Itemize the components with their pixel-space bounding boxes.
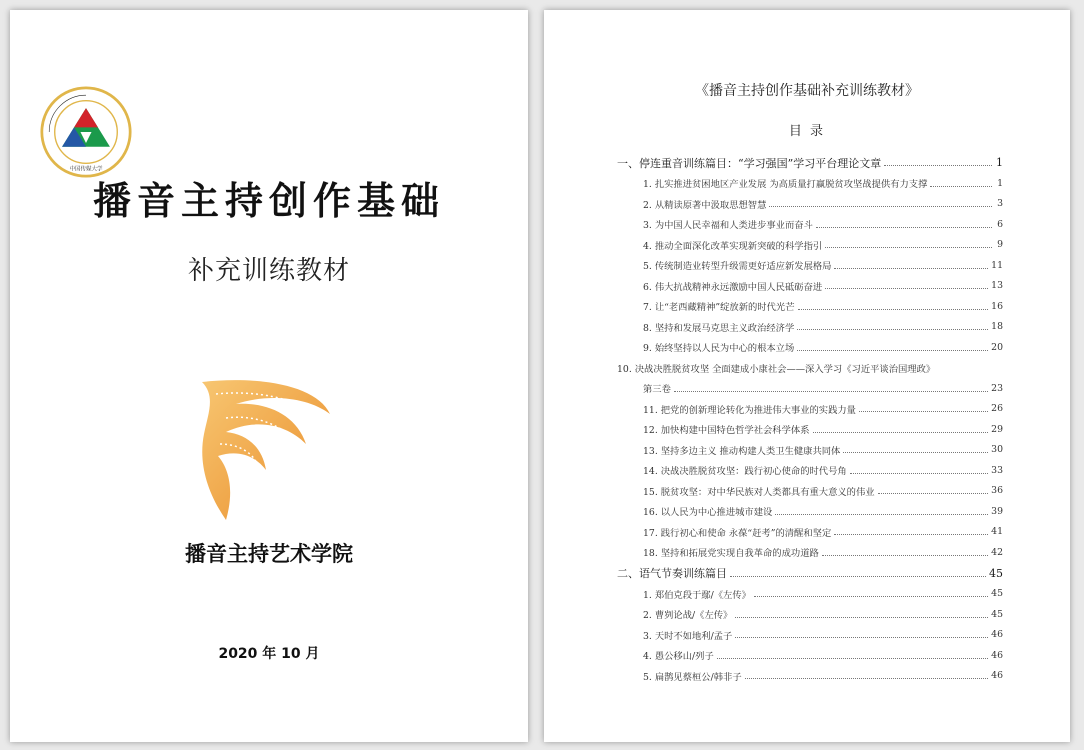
toc-page-number: 16 bbox=[991, 300, 1003, 312]
dot-leader bbox=[775, 514, 988, 515]
dot-leader bbox=[930, 186, 992, 187]
toc-entry-title: 5. 传统制造业转型升级需更好适应新发展格局 bbox=[643, 261, 832, 273]
toc-entry-title: 12. 加快构建中国特色哲学社会科学体系 bbox=[643, 425, 810, 437]
toc-entry-row[interactable] bbox=[617, 542, 1003, 563]
toc-entry-row[interactable] bbox=[617, 440, 1003, 461]
dot-leader bbox=[674, 391, 988, 392]
dot-leader bbox=[843, 452, 988, 453]
toc-page-number: 36 bbox=[991, 485, 1003, 497]
toc-entry-title: 18. 坚持和拓展党实现自我革命的成功道路 bbox=[643, 548, 819, 560]
dot-leader bbox=[813, 432, 989, 433]
cover-subtitle: 补充训练教材 bbox=[187, 256, 350, 286]
toc-entry-title: 一、停连重音训练篇目：“学习强国”学习平台理论文章 bbox=[617, 156, 882, 170]
toc-entry-title: 1. 郑伯克段于鄢/《左传》 bbox=[643, 589, 751, 601]
toc-entry-title: 11. 把党的创新理论转化为推进伟大事业的实践力量 bbox=[643, 404, 856, 416]
toc-heading: 目 录 bbox=[788, 124, 826, 139]
dot-leader bbox=[850, 473, 988, 474]
toc-entry-row[interactable] bbox=[617, 399, 1003, 420]
dot-leader bbox=[859, 411, 988, 412]
toc-page bbox=[544, 10, 1070, 742]
toc-entry-title: 5. 扁鹊见蔡桓公/韩非子 bbox=[643, 671, 742, 683]
toc-page-number: 6 bbox=[997, 218, 1003, 230]
cover-date: 2020 年 10 月 bbox=[218, 646, 320, 662]
toc-page-number: 33 bbox=[991, 464, 1003, 476]
toc-entry-title: 6. 伟大抗战精神永远激励中国人民砥砺奋进 bbox=[643, 281, 823, 293]
toc-page-number: 45 bbox=[989, 566, 1003, 580]
toc-page-number: 42 bbox=[991, 546, 1003, 558]
toc-page-number: 46 bbox=[991, 649, 1003, 661]
toc-entry-title: 2. 从精读原著中汲取思想智慧 bbox=[643, 199, 767, 211]
toc-entry-title: 3. 天时不如地利/孟子 bbox=[643, 630, 733, 642]
toc-entry-title: 7. 让“老西藏精神”绽放新的时代光芒 bbox=[643, 302, 795, 314]
toc-page-number: 46 bbox=[991, 629, 1003, 641]
toc-page-number: 11 bbox=[991, 259, 1003, 271]
dot-leader bbox=[769, 206, 992, 207]
table-of-contents bbox=[617, 152, 1003, 686]
toc-entry-title: 3. 为中国人民幸福和人类进步事业而奋斗 bbox=[643, 220, 813, 232]
cover-page bbox=[10, 10, 528, 742]
toc-entry-row[interactable] bbox=[617, 358, 1003, 379]
toc-entry-title: 10. 决战决胜脱贫攻坚 全面建成小康社会——深入学习《习近平谈治国理政》 bbox=[617, 363, 936, 375]
toc-entry-row[interactable] bbox=[617, 501, 1003, 522]
toc-entry-title: 17. 践行初心和使命 永葆“赶考”的清醒和坚定 bbox=[643, 527, 832, 539]
toc-entry-row[interactable] bbox=[617, 337, 1003, 358]
dot-leader bbox=[735, 637, 988, 638]
toc-page-number: 20 bbox=[991, 341, 1003, 353]
toc-entry-row[interactable] bbox=[617, 645, 1003, 666]
dot-leader bbox=[816, 227, 992, 228]
dot-leader bbox=[797, 329, 988, 330]
toc-entry-row[interactable] bbox=[617, 317, 1003, 338]
toc-entry-row[interactable] bbox=[617, 276, 1003, 297]
toc-entry-row[interactable] bbox=[617, 481, 1003, 502]
document-title: 《播音主持创作基础补充训练教材》 bbox=[695, 83, 919, 99]
ribbon-emblem bbox=[196, 374, 336, 524]
toc-entry-row[interactable] bbox=[617, 296, 1003, 317]
dot-leader bbox=[735, 617, 988, 618]
toc-page-number: 13 bbox=[991, 280, 1003, 292]
dot-leader bbox=[834, 268, 988, 269]
toc-entry-title: 4. 推动全面深化改革实现新突破的科学指引 bbox=[643, 240, 823, 252]
toc-entry-row[interactable] bbox=[617, 194, 1003, 215]
toc-page-number: 9 bbox=[997, 239, 1003, 251]
toc-page-number: 3 bbox=[997, 198, 1003, 210]
toc-page-number: 18 bbox=[991, 321, 1003, 333]
toc-entry-row[interactable] bbox=[617, 214, 1003, 235]
dot-leader bbox=[878, 493, 989, 494]
toc-entry-title: 15. 脱贫攻坚：对中华民族对人类都具有重大意义的伟业 bbox=[643, 486, 875, 498]
toc-entry-row[interactable] bbox=[617, 255, 1003, 276]
cover-school-name: 播音主持艺术学院 bbox=[185, 542, 353, 566]
dot-leader bbox=[884, 165, 992, 166]
dot-leader bbox=[745, 678, 989, 679]
toc-entry-row[interactable] bbox=[617, 378, 1003, 399]
toc-entry-row[interactable] bbox=[617, 460, 1003, 481]
toc-entry-title: 1. 扎实推进贫困地区产业发展 为高质量打赢脱贫攻坚战提供有力支撑 bbox=[643, 179, 928, 191]
toc-page-number: 23 bbox=[991, 382, 1003, 394]
toc-entry-title: 13. 坚持多边主义 推动构建人类卫生健康共同体 bbox=[643, 445, 841, 457]
toc-page-number: 41 bbox=[991, 526, 1003, 538]
toc-entry-row[interactable] bbox=[617, 173, 1003, 194]
toc-entry-row[interactable] bbox=[617, 235, 1003, 256]
toc-entry-row[interactable] bbox=[617, 625, 1003, 646]
dot-leader bbox=[822, 555, 988, 556]
toc-entry-title: 2. 曹刿论战/《左传》 bbox=[643, 610, 733, 622]
toc-entry-row[interactable] bbox=[617, 584, 1003, 605]
dot-leader bbox=[798, 309, 989, 310]
toc-entry-row[interactable] bbox=[617, 604, 1003, 625]
toc-section-row[interactable] bbox=[617, 152, 1003, 173]
toc-page-number: 1 bbox=[997, 177, 1003, 189]
toc-section-row[interactable] bbox=[617, 563, 1003, 584]
toc-entry-title: 16. 以人民为中心推进城市建设 bbox=[643, 507, 773, 519]
toc-entry-title: 14. 决战决胜脱贫攻坚：践行初心使命的时代号角 bbox=[643, 466, 847, 478]
university-seal-logo bbox=[40, 86, 132, 178]
dot-leader bbox=[825, 288, 988, 289]
toc-entry-row[interactable] bbox=[617, 419, 1003, 440]
toc-entry-title: 8. 坚持和发展马克思主义政治经济学 bbox=[643, 322, 795, 334]
toc-entry-row[interactable] bbox=[617, 522, 1003, 543]
toc-entry-title: 9. 始终坚持以人民为中心的根本立场 bbox=[643, 343, 795, 355]
toc-entry-title: 4. 愚公移山/列子 bbox=[643, 651, 714, 663]
svg-text:中国传媒大学: 中国传媒大学 bbox=[69, 166, 103, 173]
cover-title: 播音主持创作基础 bbox=[92, 178, 445, 223]
toc-page-number: 46 bbox=[991, 670, 1003, 682]
toc-page-number: 30 bbox=[991, 444, 1003, 456]
dot-leader bbox=[797, 350, 988, 351]
dot-leader bbox=[730, 576, 986, 577]
toc-entry-title: 二、语气节奏训练篇目 bbox=[617, 567, 727, 580]
toc-page-number: 1 bbox=[996, 156, 1003, 169]
dot-leader bbox=[834, 534, 988, 535]
dot-leader bbox=[754, 596, 988, 597]
toc-page-number: 26 bbox=[991, 403, 1003, 415]
toc-page-number: 45 bbox=[991, 608, 1003, 620]
toc-page-number: 29 bbox=[991, 423, 1003, 435]
toc-page-number: 45 bbox=[991, 588, 1003, 600]
dot-leader bbox=[717, 658, 988, 659]
dot-leader bbox=[825, 247, 992, 248]
toc-entry-title: 第三卷 bbox=[643, 384, 671, 396]
toc-entry-row[interactable] bbox=[617, 666, 1003, 687]
toc-page-number: 39 bbox=[991, 505, 1003, 517]
